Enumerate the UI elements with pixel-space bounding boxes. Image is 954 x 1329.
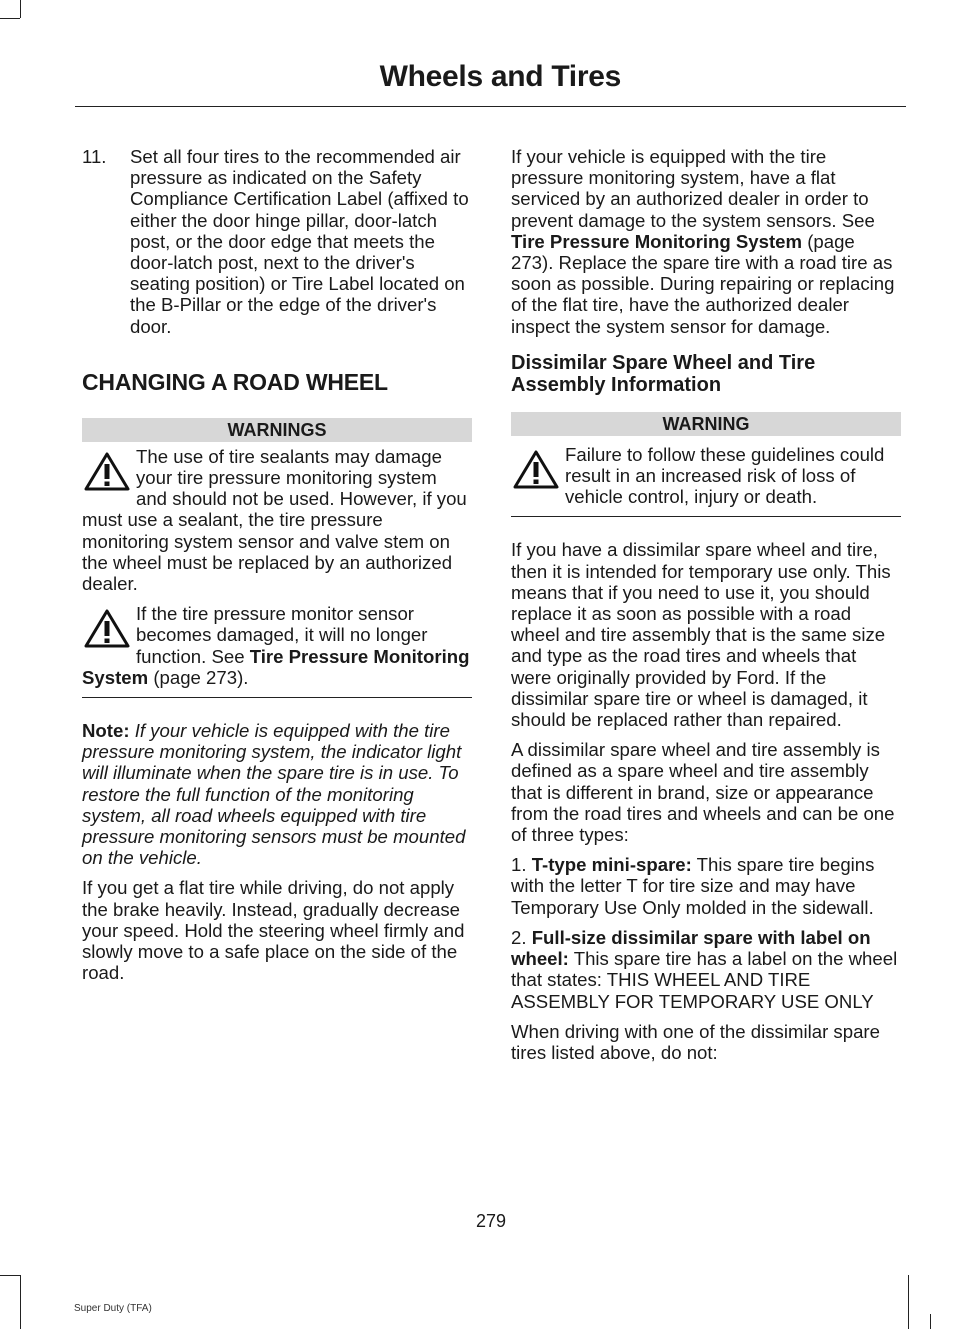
step-number: 11. — [82, 146, 107, 167]
crop-mark — [0, 18, 20, 19]
warning-item — [82, 446, 472, 594]
subsection-title: Dissimilar Spare Wheel and Tire Assembly Information — [511, 351, 816, 396]
left-column — [82, 146, 472, 993]
type-label: T-type mini-spare: — [531, 854, 692, 876]
note-paragraph — [82, 720, 472, 868]
driving-caution-paragraph: When driving with one of the dissimilar spare tires listed above, do not: — [511, 1020, 880, 1063]
spare-type-2 — [511, 927, 901, 1012]
dissimilar-spare-paragraph: If you have a dissimilar spare wheel and tire, then it is intended for temporary use only. This means that if you need to use it, you should replace it as soon as possible with a road wheel and tire assembly that is the same size and type as the road tires and wheels that were originally provided by Ford. If the dissimilar spare tire or wheel is damaged, it should be replaced rather than repaired. — [511, 539, 891, 731]
intro-text-continued: (page 273). Replace the spare tire with a road tire as soon as possible. During repairing or replacing of the flat tire, have the authorized dealer inspect the system sensor for damage. — [511, 230, 895, 337]
page-reference: (page 273). — [148, 666, 249, 688]
warnings-header: WARNINGS — [82, 418, 472, 442]
type-label: Full-size dissimilar spare with label on wheel: — [511, 926, 871, 970]
flat-tire-paragraph: If you get a flat tire while driving, do not apply the brake heavily. Instead, gradually decrease your speed. Hold the steering wheel firmly and slowly move to a safe place on the side of the road. — [82, 877, 465, 984]
intro-text: If your vehicle is equipped with the tire pressure monitoring system, have a flat serviced by an authorized dealer in order to prevent damage to the system sensors. See — [511, 146, 875, 231]
crop-mark — [20, 1275, 21, 1329]
step-11 — [82, 146, 472, 337]
type-text: This spare tire has a label on the wheel that states: THIS WHEEL AND TIRE ASSEMBLY FOR TEMPORARY USE ONLY — [511, 948, 898, 1012]
warning-header: WARNING — [511, 412, 901, 436]
type-text: This spare tire begins with the letter T for tire size and may have Temporary Use Only molded in the sidewall. — [511, 854, 875, 918]
crop-mark — [930, 1314, 931, 1329]
page-title: Wheels and Tires — [379, 60, 621, 93]
warning-divider — [511, 516, 901, 517]
note-label: Note: — [82, 720, 130, 742]
page-number: 279 — [475, 1211, 507, 1231]
warning-text: If the tire pressure monitor sensor becomes damaged, it will no longer function. See — [136, 603, 428, 667]
tpms-reference-link[interactable]: Tire Pressure Monitoring System — [82, 645, 470, 688]
definition-paragraph: A dissimilar spare wheel and tire assembly is defined as a spare wheel and tire assembly that is different in brand, size or appearance from the road tires and wheels and can be one of three types: — [511, 739, 895, 846]
warning-text: Failure to follow these guidelines could result in an increased risk of loss of vehicle control, injury or death. — [565, 443, 885, 508]
crop-mark — [0, 1275, 20, 1276]
note-text: If your vehicle is equipped with the tire pressure monitoring system, the indicator light will illuminate when the spare tire is in use. To restore the full function of the monitoring system, all road wheels equipped with tire pressure monitoring sensors must be mounted on the vehicle. — [82, 720, 466, 869]
type-number: 2. — [511, 926, 532, 948]
warning-item — [82, 603, 472, 688]
crop-mark — [20, 0, 21, 18]
step-text: Set all four tires to the recommended air pressure as indicated on the Safety Compliance Certification Label (affixed to either the door hinge pillar, door-latch post, or the door edge that meets the door-latch post, next to the driver's seating position) or Tire Label located on the B-Pillar or the edge of the driver's door. — [130, 146, 469, 337]
spare-type-1 — [511, 854, 901, 918]
crop-mark — [908, 1275, 909, 1329]
right-column — [511, 146, 901, 1072]
warning-divider — [82, 697, 472, 698]
section-title: CHANGING A ROAD WHEEL — [82, 368, 388, 395]
intro-paragraph — [511, 146, 901, 337]
warning-triangle-icon — [82, 607, 132, 649]
warning-text: The use of tire sealants may damage your tire pressure monitoring system and should not be used. However, if you must use a sealant, the tire pressure monitoring system sensor and valve stem on the wheel must be replaced by an authorized dealer. — [82, 445, 467, 595]
warning-triangle-icon — [511, 448, 561, 490]
warning-item — [511, 444, 901, 508]
document-name: Super Duty (TFA) — [74, 1303, 152, 1314]
page-header — [75, 58, 906, 107]
warning-triangle-icon — [82, 450, 132, 492]
tpms-reference-link[interactable]: Tire Pressure Monitoring System — [511, 230, 803, 252]
type-number: 1. — [511, 854, 532, 876]
